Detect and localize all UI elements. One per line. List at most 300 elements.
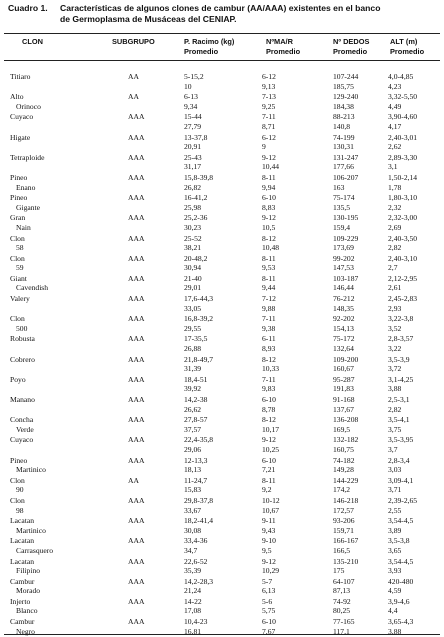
dedos-cell-line-2: 154,13 xyxy=(333,323,354,333)
alt-cell xyxy=(388,375,413,394)
table-row xyxy=(0,435,444,455)
racimo-cell xyxy=(184,274,202,293)
clon-cell-line-2: Morado xyxy=(16,586,41,596)
nma-cell xyxy=(262,395,276,414)
dedos-cell xyxy=(333,334,355,353)
clon-cell-line-1: Poyo xyxy=(10,374,26,384)
clon-cell xyxy=(10,133,30,143)
nma-cell-line-2: 9,83 xyxy=(262,384,276,394)
alt-cell-line-1: 3,22-3,8 xyxy=(388,314,414,324)
dedos-cell xyxy=(333,314,355,333)
table-row xyxy=(0,496,444,516)
nma-cell-line-2: 5,75 xyxy=(262,606,276,616)
racimo-cell-line-1: 20-48,2 xyxy=(184,253,208,263)
alt-cell xyxy=(388,415,410,434)
nma-cell-line-2: 6,13 xyxy=(262,586,276,596)
nma-cell-line-2: 9,43 xyxy=(262,525,276,535)
nma-cell-line-2: 10,33 xyxy=(262,364,280,374)
clon-cell xyxy=(10,395,35,405)
table-header xyxy=(0,37,444,59)
nma-cell-line-1: 7-11 xyxy=(262,112,276,122)
dedos-cell-line-1: 75-174 xyxy=(333,193,355,203)
dedos-cell-line-2: 160,67 xyxy=(333,364,354,374)
nma-cell xyxy=(262,476,276,495)
subgrupo-cell: AAA xyxy=(128,152,145,162)
nma-cell xyxy=(262,133,276,152)
alt-cell-line-1: 2,45-2,83 xyxy=(388,294,418,304)
clon-cell-line-1: Clon xyxy=(10,233,25,243)
dedos-cell-line-1: 107-244 xyxy=(333,72,359,81)
nma-cell-line-2: 10,25 xyxy=(262,444,280,454)
dedos-cell-line-2: 117,1 xyxy=(333,626,350,636)
racimo-cell-line-1: 25,2-36 xyxy=(184,213,208,223)
alt-cell-line-1: 2,40-3,10 xyxy=(388,253,418,263)
alt-cell-line-1: 3,5-3,8 xyxy=(388,536,410,546)
dedos-cell-line-2: 172,57 xyxy=(333,505,354,515)
clon-cell-line-1: Cambur xyxy=(10,617,35,627)
subgrupo-cell: AA xyxy=(128,475,139,485)
top-rule xyxy=(4,33,440,34)
dedos-cell-line-1: 75-172 xyxy=(333,334,355,344)
nma-cell xyxy=(262,193,276,212)
racimo-cell xyxy=(184,334,207,353)
dedos-cell xyxy=(333,435,358,454)
dedos-cell xyxy=(333,294,355,313)
racimo-cell-line-1: 10,4-23 xyxy=(184,617,208,627)
dedos-cell xyxy=(333,375,355,394)
clon-cell-line-1: Lacatan xyxy=(10,536,35,546)
alt-cell xyxy=(388,597,410,616)
clon-cell-line-1: Concha xyxy=(10,415,34,425)
racimo-cell-line-1: 18,2-41,4 xyxy=(184,516,214,526)
nma-cell-line-1: 7-11 xyxy=(262,314,276,324)
alt-cell-line-1: 2,32-3,00 xyxy=(388,213,418,223)
clon-cell xyxy=(10,314,27,333)
alt-cell-line-1: 2,12-2,95 xyxy=(388,273,418,283)
table-row xyxy=(0,254,444,274)
dedos-cell-line-2: 132,64 xyxy=(333,344,354,354)
alt-cell-line-2: 2,82 xyxy=(388,243,402,253)
racimo-cell-line-2: 17,08 xyxy=(184,606,202,616)
racimo-cell-line-2: 26,62 xyxy=(184,404,202,414)
nma-cell-line-2: 10,5 xyxy=(262,222,276,232)
dedos-cell-line-2: 149,28 xyxy=(333,465,354,475)
dedos-cell-line-2: 147,53 xyxy=(333,263,354,273)
header-rule xyxy=(4,60,440,61)
alt-cell-line-2: 3,89 xyxy=(388,525,402,535)
alt-cell-line-2: 1,78 xyxy=(388,182,402,192)
clon-cell xyxy=(10,476,25,495)
table-row xyxy=(0,213,444,233)
clon-cell-line-2: Gigante xyxy=(16,202,41,212)
nma-cell-line-1: 9-12 xyxy=(262,213,276,223)
clon-cell xyxy=(10,516,46,535)
racimo-cell xyxy=(184,496,213,515)
alt-cell xyxy=(388,193,417,212)
alt-cell-line-2: 3,03 xyxy=(388,465,402,475)
alt-cell-line-2: 2,32 xyxy=(388,202,402,212)
subgrupo-cell: AAA xyxy=(128,395,145,404)
clon-cell-line-1: Pineo xyxy=(10,172,28,182)
alt-cell-line-2: 2,82 xyxy=(388,404,402,414)
nma-cell-line-1: 9-12 xyxy=(262,152,276,162)
nma-cell-line-2: 9,38 xyxy=(262,323,276,333)
header-nma-line1: NºMA/R xyxy=(266,37,293,46)
dedos-cell-line-1: 135-210 xyxy=(333,556,359,566)
nma-cell xyxy=(262,234,279,253)
subgrupo-cell: AAA xyxy=(128,495,145,505)
alt-cell-line-2: 3,65 xyxy=(388,545,402,555)
dedos-cell xyxy=(333,557,358,576)
nma-cell-line-1: 9-12 xyxy=(262,556,276,566)
clon-cell xyxy=(10,597,38,616)
clon-cell-line-2: 90 xyxy=(16,485,24,495)
racimo-cell xyxy=(184,112,202,131)
caption-label: Cuadro 1. xyxy=(8,3,48,13)
clon-cell xyxy=(10,577,40,596)
dedos-cell-line-1: 109-200 xyxy=(333,354,359,364)
alt-cell-line-1: 2,89-3,30 xyxy=(388,152,418,162)
racimo-cell-line-1: 14-22 xyxy=(184,596,202,606)
subgrupo-cell: AAA xyxy=(128,233,145,243)
racimo-cell-line-1: 29,8-37,8 xyxy=(184,495,214,505)
nma-cell-line-1: 8-12 xyxy=(262,354,276,364)
alt-cell-line-1: 3,65-4,3 xyxy=(388,617,414,627)
table-body xyxy=(0,72,444,637)
dedos-cell-line-1: 93-206 xyxy=(333,516,355,526)
clon-cell xyxy=(10,92,41,111)
alt-cell-line-1: 2,8-3,57 xyxy=(388,334,414,344)
racimo-cell xyxy=(184,516,213,535)
table-row xyxy=(0,516,444,536)
nma-cell xyxy=(262,557,279,576)
nma-cell-line-1: 7-12 xyxy=(262,294,276,304)
clon-cell xyxy=(10,334,35,344)
dedos-cell-line-1: 74-92 xyxy=(333,596,351,606)
nma-cell xyxy=(262,314,276,333)
dedos-cell-line-2: 137,67 xyxy=(333,404,354,414)
table-row xyxy=(0,395,444,415)
subgrupo-cell: AAA xyxy=(128,576,145,586)
nma-cell xyxy=(262,254,276,273)
dedos-cell xyxy=(333,395,355,414)
nma-cell xyxy=(262,294,276,313)
racimo-cell xyxy=(184,213,207,232)
nma-cell xyxy=(262,274,276,293)
dedos-cell-line-1: 131-247 xyxy=(333,152,359,162)
nma-cell-line-1: 8-11 xyxy=(262,253,276,263)
dedos-cell-line-2: 80,25 xyxy=(333,606,351,616)
racimo-cell xyxy=(184,557,207,576)
dedos-cell-line-1: 132-182 xyxy=(333,435,359,445)
clon-cell xyxy=(10,435,33,445)
nma-cell xyxy=(262,496,280,515)
racimo-cell-line-1: 14,2-28,3 xyxy=(184,576,214,586)
table-row xyxy=(0,133,444,153)
subgrupo-cell: AAA xyxy=(128,435,145,445)
dedos-cell-line-2: 87,13 xyxy=(333,586,351,596)
dedos-cell xyxy=(333,456,355,475)
dedos-cell-line-1: 77-165 xyxy=(333,617,355,627)
nma-cell-line-1: 8-11 xyxy=(262,172,276,182)
clon-cell-line-1: Alto xyxy=(10,92,24,102)
racimo-cell-line-1: 14,2-38 xyxy=(184,395,208,404)
nma-cell-line-2: 8,83 xyxy=(262,202,276,212)
table-row xyxy=(0,234,444,254)
racimo-cell-line-2: 34,7 xyxy=(184,545,198,555)
nma-cell xyxy=(262,72,276,91)
header-nma xyxy=(266,37,300,56)
clon-cell xyxy=(10,415,34,434)
alt-cell xyxy=(388,435,413,454)
table-row xyxy=(0,334,444,354)
subgrupo-cell: AAA xyxy=(128,354,145,364)
clon-cell-line-2: 58 xyxy=(16,243,24,253)
dedos-cell-line-2: 177,66 xyxy=(333,162,354,172)
nma-cell xyxy=(262,334,276,353)
dedos-cell-line-1: 64-107 xyxy=(333,576,355,586)
alt-cell xyxy=(388,577,413,596)
clon-cell-line-2: Orinoco xyxy=(16,101,41,111)
alt-cell-line-1: 3,32-5,50 xyxy=(388,92,418,102)
racimo-cell-line-2: 31,39 xyxy=(184,364,202,374)
header-dedos-line1: Nº DEDOS xyxy=(333,37,370,46)
racimo-cell xyxy=(184,294,213,313)
clon-cell-line-2: Martinico xyxy=(16,465,46,475)
subgrupo-cell: AAA xyxy=(128,112,145,122)
alt-cell xyxy=(388,536,410,555)
dedos-cell-line-1: 74-199 xyxy=(333,132,355,142)
racimo-cell-line-1: 22,4-35,8 xyxy=(184,435,214,445)
alt-cell-line-2: 2,55 xyxy=(388,505,402,515)
subgrupo-cell: AA xyxy=(128,92,139,102)
table-row xyxy=(0,476,444,496)
subgrupo-cell: AAA xyxy=(128,132,145,142)
racimo-cell-line-1: 5-15,2 xyxy=(184,72,204,81)
dedos-cell-line-2: 185,75 xyxy=(333,81,354,91)
racimo-cell xyxy=(184,577,213,596)
racimo-cell-line-2: 21,24 xyxy=(184,586,202,596)
alt-cell xyxy=(388,173,417,192)
racimo-cell-line-2: 9,34 xyxy=(184,101,198,111)
alt-cell-line-1: 4,0-4,85 xyxy=(388,72,414,81)
racimo-cell-line-1: 16-41,2 xyxy=(184,193,208,203)
clon-cell xyxy=(10,193,40,212)
clon-cell-line-2: Enano xyxy=(16,182,36,192)
racimo-cell xyxy=(184,193,207,212)
alt-cell-line-1: 2,5-3,1 xyxy=(388,395,410,404)
clon-cell-line-2: Verde xyxy=(16,424,34,434)
dedos-cell xyxy=(333,92,358,111)
nma-cell-line-2: 9,13 xyxy=(262,81,276,91)
alt-cell-line-2: 3,1 xyxy=(388,162,398,172)
nma-cell-line-2: 8,71 xyxy=(262,121,276,131)
header-racimo-line1: P. Racimo (kg) xyxy=(184,37,235,46)
nma-cell xyxy=(262,415,279,434)
nma-cell-line-1: 8-12 xyxy=(262,415,276,425)
alt-cell-line-2: 4,59 xyxy=(388,586,402,596)
nma-cell-line-1: 7-11 xyxy=(262,374,276,384)
nma-cell-line-2: 8,93 xyxy=(262,344,276,354)
racimo-cell xyxy=(184,456,207,475)
alt-cell xyxy=(388,213,417,232)
racimo-cell-line-2: 26,88 xyxy=(184,344,202,354)
clon-cell xyxy=(10,274,48,293)
racimo-cell-line-2: 31,17 xyxy=(184,162,202,172)
alt-cell-line-1: 3,90-4,60 xyxy=(388,112,418,122)
table-row xyxy=(0,173,444,193)
alt-cell xyxy=(388,254,417,273)
subgrupo-cell: AAA xyxy=(128,172,145,182)
racimo-cell xyxy=(184,314,213,333)
dedos-cell xyxy=(333,536,358,555)
alt-cell xyxy=(388,355,410,374)
table-row xyxy=(0,294,444,314)
subgrupo-cell: AAA xyxy=(128,193,145,203)
alt-cell-line-1: 420-480 xyxy=(388,576,414,586)
clon-cell-line-1: Lacatan xyxy=(10,556,35,566)
dedos-cell-line-2: 173,69 xyxy=(333,243,354,253)
racimo-cell-line-1: 27,8-57 xyxy=(184,415,208,425)
clon-cell-line-1: Robusta xyxy=(10,334,35,344)
dedos-cell xyxy=(333,213,358,232)
dedos-cell-line-2: 169,5 xyxy=(333,424,351,434)
table-caption xyxy=(8,3,438,24)
dedos-cell xyxy=(333,516,355,535)
dedos-cell xyxy=(333,415,358,434)
clon-cell-line-1: Pineo xyxy=(10,455,28,465)
clon-cell-line-1: Clon xyxy=(10,475,25,485)
nma-cell-line-2: 7,67 xyxy=(262,626,276,636)
nma-cell xyxy=(262,213,276,232)
header-dedos xyxy=(333,37,369,56)
dedos-cell xyxy=(333,254,355,273)
clon-cell-line-1: Lacatan xyxy=(10,516,35,526)
racimo-cell-line-2: 33,67 xyxy=(184,505,202,515)
racimo-cell-line-1: 15,8-39,8 xyxy=(184,172,214,182)
alt-cell-line-2: 4,49 xyxy=(388,101,402,111)
clon-cell xyxy=(10,496,25,515)
clon-cell-line-1: Higate xyxy=(10,132,31,142)
racimo-cell-line-1: 17,6-44,3 xyxy=(184,294,214,304)
alt-cell-line-1: 2,8-3,4 xyxy=(388,455,410,465)
racimo-cell-line-1: 11-24,7 xyxy=(184,475,208,485)
dedos-cell xyxy=(333,496,358,515)
racimo-cell-line-1: 25-52 xyxy=(184,233,202,243)
dedos-cell xyxy=(333,72,358,91)
table-row xyxy=(0,72,444,92)
nma-cell-line-2: 9,2 xyxy=(262,485,272,495)
clon-cell xyxy=(10,72,30,82)
alt-cell-line-2: 3,71 xyxy=(388,485,402,495)
bottom-rule xyxy=(4,634,440,635)
clon-cell xyxy=(10,536,53,555)
clon-cell-line-1: Cuyaco xyxy=(10,112,34,122)
racimo-cell-line-1: 12-13,3 xyxy=(184,455,208,465)
clon-cell-line-2: Cavendish xyxy=(16,283,49,293)
racimo-cell-line-2: 39,92 xyxy=(184,384,202,394)
subgrupo-cell: AAA xyxy=(128,273,145,283)
table-row xyxy=(0,536,444,556)
table-row xyxy=(0,355,444,375)
clon-cell xyxy=(10,294,30,304)
racimo-cell-line-1: 21,8-49,7 xyxy=(184,354,214,364)
nma-cell-line-1: 6-10 xyxy=(262,455,276,465)
alt-cell-line-2: 2,62 xyxy=(388,142,402,152)
alt-cell xyxy=(388,476,413,495)
subgrupo-cell: AAA xyxy=(128,536,145,546)
dedos-cell-line-1: 136-208 xyxy=(333,415,359,425)
nma-cell xyxy=(262,536,276,555)
alt-cell xyxy=(388,516,413,535)
clon-cell xyxy=(10,153,44,163)
alt-cell xyxy=(388,294,417,313)
racimo-cell-line-2: 25,98 xyxy=(184,202,202,212)
alt-cell xyxy=(388,133,417,152)
alt-cell-line-1: 2,39-2,65 xyxy=(388,495,418,505)
dedos-cell xyxy=(333,597,351,616)
dedos-cell-line-2: 159,71 xyxy=(333,525,354,535)
nma-cell xyxy=(262,173,276,192)
nma-cell-line-1: 9-10 xyxy=(262,536,276,546)
alt-cell-line-2: 2,7 xyxy=(388,263,398,273)
nma-cell-line-1: 6-12 xyxy=(262,132,276,142)
dedos-cell-line-2: 174,2 xyxy=(333,485,351,495)
alt-cell xyxy=(388,274,417,293)
alt-cell-line-2: 2,93 xyxy=(388,303,402,313)
dedos-cell-line-2: 184,38 xyxy=(333,101,354,111)
dedos-cell-line-1: 109-229 xyxy=(333,233,359,243)
header-clon: CLON xyxy=(22,37,43,46)
alt-cell-line-2: 3,22 xyxy=(388,344,402,354)
racimo-cell-line-2: 30,94 xyxy=(184,263,202,273)
table-row xyxy=(0,314,444,334)
alt-cell-line-1: 3,54-4,5 xyxy=(388,556,414,566)
dedos-cell-line-2: 148,35 xyxy=(333,303,354,313)
racimo-cell-line-2: 27,79 xyxy=(184,121,202,131)
nma-cell xyxy=(262,597,275,616)
clon-cell-line-1: Manano xyxy=(10,395,35,404)
racimo-cell-line-2: 29,55 xyxy=(184,323,202,333)
racimo-cell-line-2: 30,08 xyxy=(184,525,202,535)
subgrupo-cell: AAA xyxy=(128,455,145,465)
clon-cell-line-1: Clon xyxy=(10,495,25,505)
clon-cell-line-2: Martinico xyxy=(16,525,46,535)
nma-cell xyxy=(262,516,276,535)
header-alt-line1: ALT (m) xyxy=(390,37,418,46)
racimo-cell-line-2: 18,13 xyxy=(184,465,202,475)
nma-cell-line-2: 10,17 xyxy=(262,424,280,434)
nma-cell-line-1: 6-10 xyxy=(262,617,276,627)
subgrupo-cell: AAA xyxy=(128,314,145,324)
nma-cell-line-1: 8-12 xyxy=(262,233,276,243)
alt-cell-line-1: 1,50-2,14 xyxy=(388,172,418,182)
racimo-cell-line-2: 33,05 xyxy=(184,303,202,313)
racimo-cell xyxy=(184,234,202,253)
racimo-cell xyxy=(184,597,202,616)
alt-cell-line-2: 4,17 xyxy=(388,121,402,131)
clon-cell xyxy=(10,173,35,192)
clon-cell-line-1: Tetraploide xyxy=(10,152,45,162)
racimo-cell-line-2: 35,39 xyxy=(184,566,202,576)
racimo-cell-line-2: 30,23 xyxy=(184,222,202,232)
table-row xyxy=(0,597,444,617)
racimo-cell-line-1: 17-35,5 xyxy=(184,334,208,344)
dedos-cell xyxy=(333,355,358,374)
nma-cell-line-2: 9,88 xyxy=(262,303,276,313)
nma-cell xyxy=(262,112,276,131)
header-alt-line2: Promedio xyxy=(390,46,425,56)
